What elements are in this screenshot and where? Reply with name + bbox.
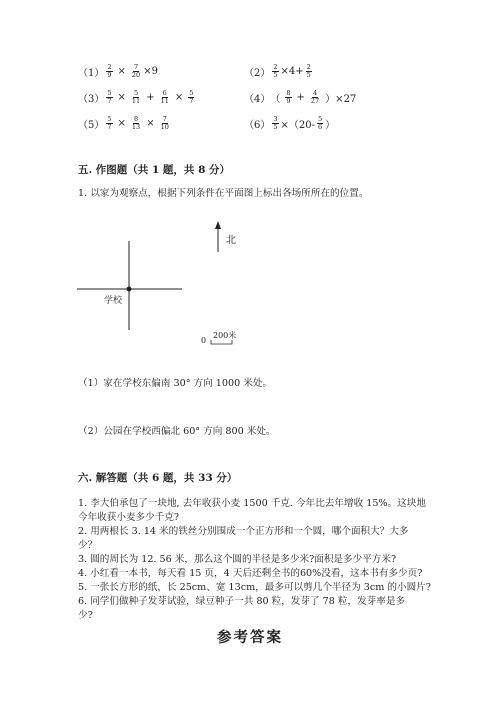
item-number: （5） [78, 120, 105, 131]
north-label: 北 [226, 235, 236, 246]
item-number: （2） [244, 68, 271, 79]
section-6-title: 六. 解答题（共 6 题，共 33 分） [78, 472, 238, 484]
problem-6-line-1: 6. 同学们做种子发芽试验，绿豆种子一共 80 粒，发芽了 78 粒，发芽率是多 [78, 596, 406, 607]
fraction: $\frac{5}{6}$ [318, 115, 323, 131]
calc-item-6: （6） $\frac{3}{5}$ ×（20- $\frac{5}{6}$ ） [244, 115, 336, 131]
calc-item-5: （5） $\frac{5}{7}$ × $\frac{8}{13}$ × $\frac{7}{10}$ [78, 115, 169, 131]
section-5-title: 五. 作图题（共 1 题，共 8 分） [78, 164, 231, 176]
problem-5: 5. 一张长方形的纸，长 25cm、宽 13cm，最多可以剪几个半径为 3cm 的小圆片? [78, 582, 431, 593]
item-number: （1） [78, 68, 105, 79]
fraction: $\frac{5}{7}$ [107, 89, 112, 105]
problem-1-line-1: 1. 李大伯承包了一块地, 去年收获小麦 1500 千克. 今年比去年增收 15%。这块地 [78, 498, 426, 509]
problem-2-line-2: 少？ [78, 540, 98, 551]
sub-question-2: （2）公园在学校西偏北 60° 方向 800 米处。 [78, 426, 276, 437]
fraction: $\frac{3}{5}$ [273, 115, 278, 131]
calc-item-4: （4） （ $\frac{8}{9}$ + $\frac{4}{27}$ ）×27 [244, 89, 357, 105]
problem-6-line-2: 少? [78, 610, 93, 621]
calc-item-2: （2） $\frac{2}{5}$ ×4+ $\frac{2}{5}$ [244, 63, 311, 79]
problem-1-line-2: 今年收获小麦多少千克? [78, 512, 180, 523]
fraction: $\frac{4}{27}$ [310, 89, 320, 105]
fraction: $\frac{2}{9}$ [107, 63, 112, 79]
north-arrow-icon [215, 221, 221, 229]
scale-zero: 0 [201, 336, 207, 345]
calc-item-3: （3） $\frac{5}{7}$ × $\frac{5}{11}$ + $\frac{6}{11}$ × $\frac{5}{7}$ [78, 89, 194, 105]
calc-item-1: （1） $\frac{2}{9}$ × $\frac{7}{20}$ ×9 [78, 63, 158, 79]
fraction: $\frac{2}{5}$ [306, 63, 311, 79]
fraction: $\frac{5}{7}$ [107, 115, 112, 131]
fraction: $\frac{7}{20}$ [131, 63, 141, 79]
fraction: $\frac{7}{10}$ [160, 115, 169, 131]
problem-3: 3. 圆的周长为 12. 56 米，那么这个圆的半径是多少米?面积是多少平方米? [78, 554, 397, 565]
item-number: （3） [78, 94, 105, 105]
school-point [127, 287, 132, 292]
fraction: $\frac{6}{11}$ [160, 89, 169, 105]
fraction: $\frac{5}{7}$ [189, 89, 194, 105]
fraction: $\frac{8}{9}$ [286, 89, 291, 105]
item-number: （6） [244, 120, 271, 131]
scale-label: 200米 [213, 331, 237, 340]
fraction: $\frac{8}{13}$ [131, 115, 141, 131]
item-number: （4） [244, 94, 271, 105]
school-label: 学校 [104, 296, 123, 306]
fraction: $\frac{2}{5}$ [273, 63, 278, 79]
answer-title: 参考答案 [217, 629, 283, 646]
problem-2-line-1: 2. 用两根长 3. 14 米的铁丝分别围成一个正方形和一个圆，哪个面积大？大多 [78, 526, 409, 537]
sub-question-1: （1）家在学校东偏南 30° 方向 1000 米处。 [78, 378, 273, 389]
fraction: $\frac{5}{11}$ [131, 89, 141, 105]
problem-4: 4. 小红看一本书，每天看 15 页，4 天后还剩全书的60%没看，这本书有多少页? [78, 568, 423, 579]
section-5-question: 1. 以家为观察点，根据下列条件在平面图上标出各场所所在的位置。 [78, 188, 369, 199]
